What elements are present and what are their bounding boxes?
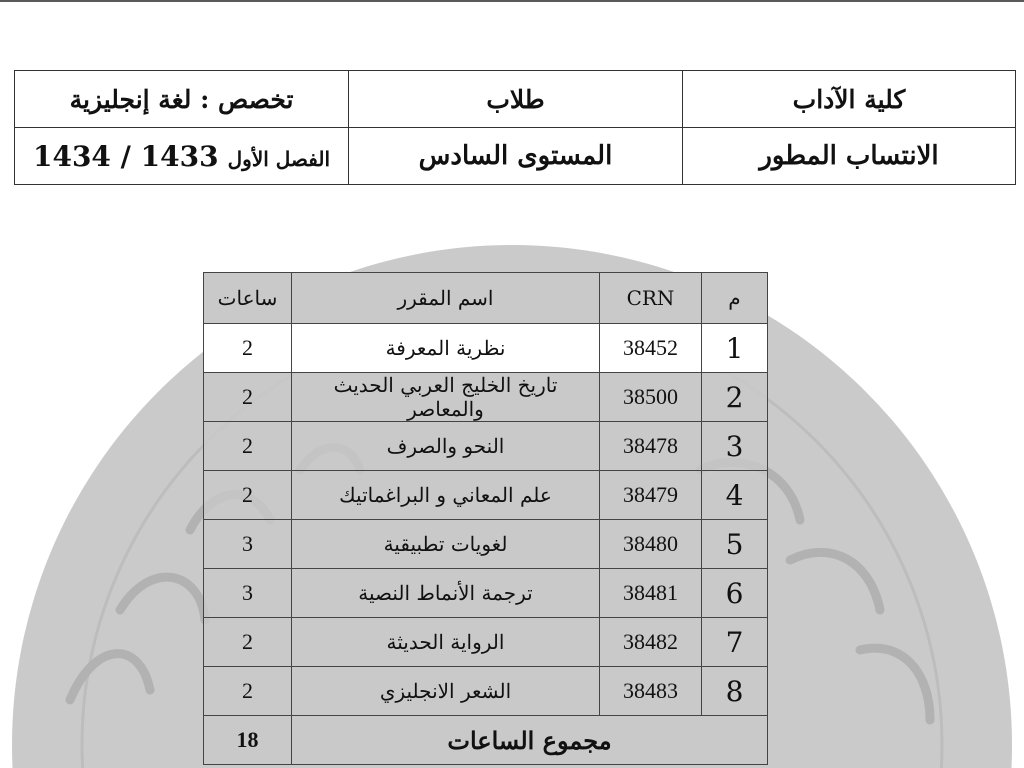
table-row bbox=[204, 471, 768, 520]
row-index: 5 bbox=[702, 520, 768, 569]
table-row bbox=[204, 667, 768, 716]
row-crn: 38479 bbox=[600, 471, 702, 520]
row-index: 6 bbox=[702, 569, 768, 618]
row-course-name: النحو والصرف bbox=[292, 422, 600, 471]
row-course-name: لغويات تطبيقية bbox=[292, 520, 600, 569]
row-hours: 3 bbox=[204, 520, 292, 569]
courses-header-row bbox=[204, 273, 768, 324]
row-crn: 38482 bbox=[600, 618, 702, 667]
header-course-name: اسم المقرر bbox=[292, 273, 600, 324]
table-row bbox=[204, 569, 768, 618]
row-course-name: علم المعاني و البراغماتيك bbox=[292, 471, 600, 520]
major-label: تخصص : لغة إنجليزية bbox=[15, 71, 349, 128]
row-course-name: نظرية المعرفة bbox=[292, 324, 600, 373]
row-hours: 2 bbox=[204, 422, 292, 471]
table-row bbox=[204, 324, 768, 373]
row-course-name: الشعر الانجليزي bbox=[292, 667, 600, 716]
level-label: المستوى السادس bbox=[349, 128, 683, 185]
total-hours: 18 bbox=[204, 716, 292, 765]
row-hours: 2 bbox=[204, 471, 292, 520]
row-hours: 2 bbox=[204, 324, 292, 373]
row-hours: 2 bbox=[204, 667, 292, 716]
table-row bbox=[204, 373, 768, 422]
row-index: 3 bbox=[702, 422, 768, 471]
row-index: 2 bbox=[702, 373, 768, 422]
row-crn: 38481 bbox=[600, 569, 702, 618]
row-crn: 38500 bbox=[600, 373, 702, 422]
row-hours: 2 bbox=[204, 373, 292, 422]
row-course-name: ترجمة الأنماط النصية bbox=[292, 569, 600, 618]
row-index: 8 bbox=[702, 667, 768, 716]
header-index: م bbox=[702, 273, 768, 324]
row-index: 4 bbox=[702, 471, 768, 520]
table-row bbox=[204, 422, 768, 471]
semester-label: الفصل الأول bbox=[227, 146, 331, 171]
row-hours: 2 bbox=[204, 618, 292, 667]
header-info-table bbox=[14, 70, 1016, 185]
semester-year: 1434 / 1433 bbox=[32, 139, 219, 173]
row-course-name: تاريخ الخليج العربي الحديث والمعاصر bbox=[292, 373, 600, 422]
row-crn: 38480 bbox=[600, 520, 702, 569]
total-label: مجموع الساعات bbox=[292, 716, 768, 765]
header-row-1 bbox=[15, 71, 1016, 128]
table-row bbox=[204, 520, 768, 569]
header-hours: ساعات bbox=[204, 273, 292, 324]
students-label: طلاب bbox=[349, 71, 683, 128]
row-crn: 38483 bbox=[600, 667, 702, 716]
row-hours: 3 bbox=[204, 569, 292, 618]
row-index: 7 bbox=[702, 618, 768, 667]
header-crn: CRN bbox=[600, 273, 702, 324]
row-index: 1 bbox=[702, 324, 768, 373]
college-name: كلية الآداب bbox=[683, 71, 1016, 128]
row-crn: 38478 bbox=[600, 422, 702, 471]
header-row-2 bbox=[15, 128, 1016, 185]
row-crn: 38452 bbox=[600, 324, 702, 373]
row-course-name: الرواية الحديثة bbox=[292, 618, 600, 667]
semester-cell bbox=[15, 128, 349, 185]
total-row bbox=[204, 716, 768, 765]
courses-table bbox=[203, 272, 768, 765]
program-name: الانتساب المطور bbox=[683, 128, 1016, 185]
table-row bbox=[204, 618, 768, 667]
